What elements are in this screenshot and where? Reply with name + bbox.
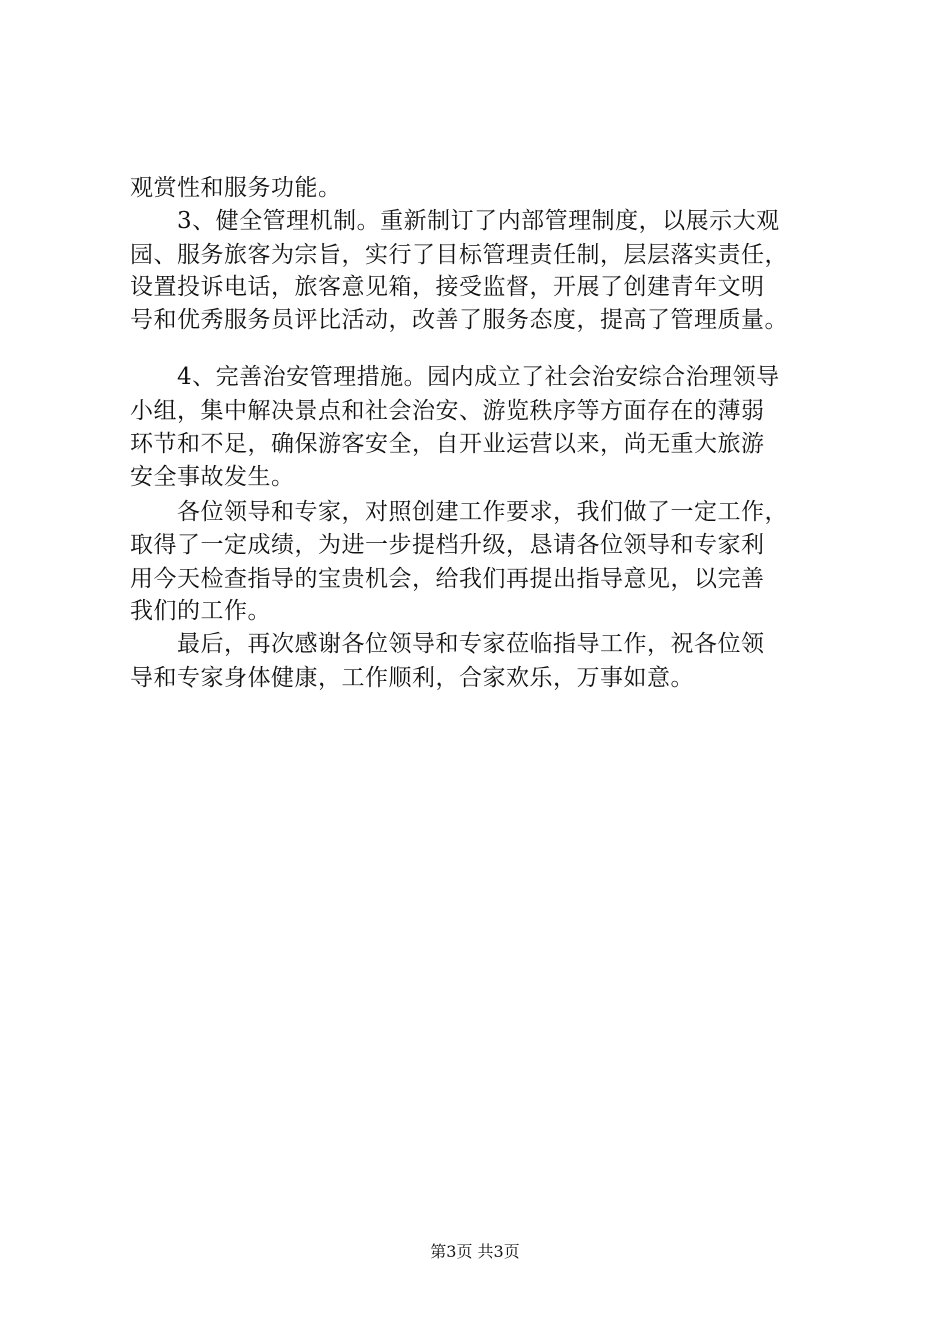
paragraph-5-line-1: 最后，再次感谢各位领导和专家莅临指导工作，祝各位领 [177, 631, 765, 657]
paragraph-3-line-3: 环节和不足，确保游客安全，自开业运营以来，尚无重大旅游 [130, 431, 765, 457]
paragraph-5-line-2: 导和专家身体健康，工作顺利，合家欢乐，万事如意。 [130, 665, 694, 691]
paragraph-2-line-4: 号和优秀服务员评比活动，改善了服务态度，提高了管理质量。 [130, 307, 788, 333]
paragraph-3-line-4: 安全事故发生。 [130, 464, 295, 490]
paragraph-3-line-2: 小组，集中解决景点和社会治安、游览秩序等方面存在的薄弱 [130, 398, 765, 424]
paragraph-2-line-1: 3、健全管理机制。重新制订了内部管理制度，以展示大观 [177, 208, 780, 234]
paragraph-2-line-2: 园、服务旅客为宗旨，实行了目标管理责任制，层层落实责任， [130, 242, 788, 268]
paragraph-4-line-4: 我们的工作。 [130, 598, 271, 624]
paragraph-1-line-1: 观赏性和服务功能。 [130, 175, 342, 201]
paragraph-4-line-2: 取得了一定成绩，为进一步提档升级，恳请各位领导和专家利 [130, 532, 765, 558]
paragraph-4-line-1: 各位领导和专家，对照创建工作要求，我们做了一定工作， [177, 499, 788, 525]
paragraph-3-line-1: 4、完善治安管理措施。园内成立了社会治安综合治理领导 [177, 364, 780, 390]
paragraph-2-line-3: 设置投诉电话，旅客意见箱，接受监督，开展了创建青年文明 [130, 274, 765, 300]
page-number-footer: 第3页 共3页 [430, 1242, 520, 1261]
paragraph-4-line-3: 用今天检查指导的宝贵机会，给我们再提出指导意见，以完善 [130, 566, 765, 592]
